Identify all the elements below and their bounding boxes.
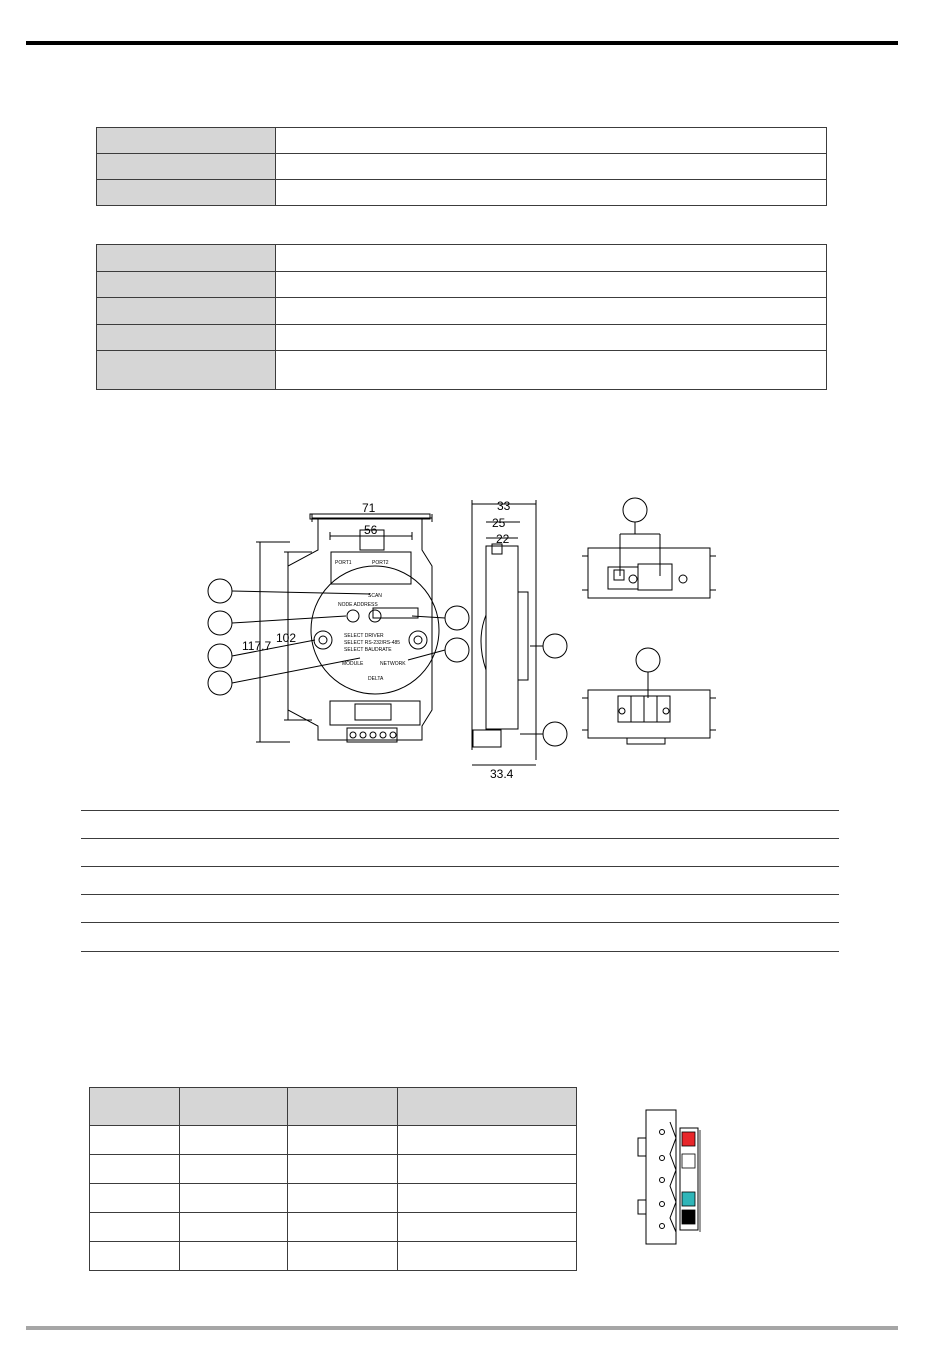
label-module: MODULE — [342, 661, 364, 667]
spec-value — [276, 325, 827, 351]
wire-swatches — [682, 1132, 695, 1224]
spec-value — [276, 245, 827, 272]
callout-2 — [208, 611, 232, 635]
callout-6 — [445, 638, 469, 662]
pin-cell — [90, 1155, 180, 1184]
list-item — [81, 866, 839, 894]
pin-cell — [398, 1213, 577, 1242]
dim-33-4: 33.4 — [490, 767, 514, 781]
label-select-baudrate: SELECT BAUDRATE — [344, 647, 392, 653]
dim-117-7: 117.7 — [242, 639, 272, 653]
pin-cell — [180, 1213, 288, 1242]
spec-label — [97, 154, 276, 180]
pin-cell — [288, 1126, 398, 1155]
side-din-rail — [518, 592, 528, 680]
dimension-drawing-svg — [190, 490, 750, 790]
side-body — [486, 546, 518, 729]
front-dial-face — [311, 566, 439, 694]
pin-cell — [288, 1242, 398, 1271]
dim-102: 102 — [276, 631, 297, 645]
pin-cell — [180, 1126, 288, 1155]
pin-cell — [180, 1242, 288, 1271]
header-rule — [26, 41, 898, 45]
callout-5 — [445, 606, 469, 630]
callout-7 — [543, 634, 567, 658]
callout-1 — [208, 579, 232, 603]
front-dimensions — [256, 514, 432, 742]
pin-cell — [90, 1213, 180, 1242]
wire-swatch — [682, 1132, 695, 1146]
mount-screw-right — [409, 631, 427, 649]
pin-cell — [180, 1184, 288, 1213]
pin-cell — [90, 1126, 180, 1155]
pin-table-header — [288, 1088, 398, 1126]
wire-swatch — [682, 1210, 695, 1224]
spec-table-2 — [96, 244, 827, 390]
spec-label — [97, 128, 276, 154]
spec-label — [97, 272, 276, 298]
pin-table-header — [180, 1088, 288, 1126]
top-db9 — [638, 564, 672, 590]
label-port1: PORT1 — [335, 560, 352, 566]
ruled-list — [81, 810, 839, 952]
spec-value — [276, 128, 827, 154]
spec-label — [97, 351, 276, 390]
callout-9 — [623, 498, 647, 522]
connector-illustration — [630, 1108, 714, 1248]
top-view — [582, 498, 716, 598]
pin-cell — [90, 1242, 180, 1271]
front-view — [288, 514, 439, 742]
dim-71: 71 — [362, 501, 376, 515]
pin-cell — [288, 1184, 398, 1213]
dim-33: 33 — [497, 499, 511, 513]
pin-table-header — [90, 1088, 180, 1126]
list-item — [81, 838, 839, 866]
spec-value — [276, 272, 827, 298]
pin-table-header — [398, 1088, 577, 1126]
side-terminal — [473, 730, 501, 747]
bottom-view — [582, 648, 716, 744]
port-label-panel — [331, 552, 411, 584]
label-select-interface: SELECT RS-232/RS-485 — [344, 640, 401, 646]
label-port2: PORT2 — [372, 560, 389, 566]
list-item — [81, 922, 839, 952]
connector-svg — [630, 1108, 714, 1248]
pin-cell — [398, 1155, 577, 1184]
dim-56: 56 — [364, 523, 378, 537]
spec-label — [97, 325, 276, 351]
pin-cell — [288, 1213, 398, 1242]
front-terminal-window — [330, 701, 420, 725]
pin-cell — [398, 1126, 577, 1155]
dim-25: 25 — [492, 516, 506, 530]
label-select-driver: SELECT DRIVER — [344, 633, 384, 639]
callout-10 — [636, 648, 660, 672]
mount-screw-left — [314, 631, 332, 649]
dimension-drawing — [190, 490, 750, 790]
label-network: NETWORK — [380, 661, 406, 667]
footer-rule — [26, 1326, 898, 1330]
pin-cell — [90, 1184, 180, 1213]
callout-8 — [543, 722, 567, 746]
list-item — [81, 810, 839, 838]
label-node-address: NODE ADDRESS — [338, 602, 378, 608]
list-item — [81, 894, 839, 922]
pin-cell — [180, 1155, 288, 1184]
spec-value — [276, 154, 827, 180]
side-view — [472, 500, 567, 765]
wire-swatch — [682, 1154, 695, 1168]
pin-cell — [288, 1155, 398, 1184]
pin-cell — [398, 1184, 577, 1213]
dim-22: 22 — [496, 532, 510, 546]
spec-value — [276, 180, 827, 206]
spec-value — [276, 351, 827, 390]
spec-label — [97, 298, 276, 325]
spec-label — [97, 180, 276, 206]
pin-table — [89, 1087, 577, 1271]
label-scan: SCAN — [368, 593, 382, 599]
wire-swatch — [682, 1192, 695, 1206]
label-brand: DELTA — [368, 676, 384, 682]
callout-4 — [208, 671, 232, 695]
spec-value — [276, 298, 827, 325]
spec-table-1 — [96, 127, 827, 206]
pin-cell — [398, 1242, 577, 1271]
spec-label — [97, 245, 276, 272]
callout-3 — [208, 644, 232, 668]
rotary-switch-2 — [369, 610, 381, 622]
rotary-switch-1 — [347, 610, 359, 622]
bottom-housing — [588, 690, 710, 738]
